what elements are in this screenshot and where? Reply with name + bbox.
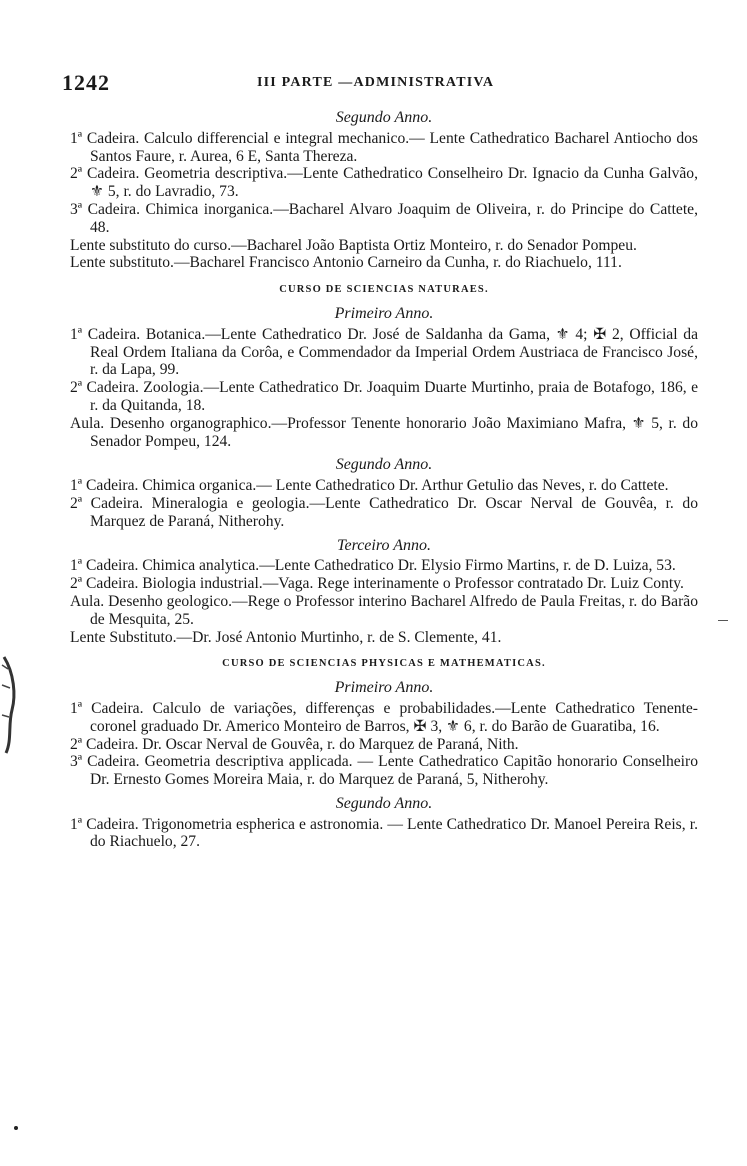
entry-paragraph: 1ª Cadeira. Calculo de variações, differenças e probabilidades.—Lente Cathedratico Tenente-coronel graduado Dr. Americo Monteiro de Barros, ✠ 3, ⚜ 6, r. do Barão de Guaratiba, 16. [70, 699, 698, 735]
running-title: III PARTE —ADMINISTRATIVA [257, 75, 495, 90]
entry-paragraph: 1ª Cadeira. Chimica analytica.—Lente Cathedratico Dr. Elysio Firmo Martins, r. de D. Luiza, 53. [70, 557, 676, 575]
year-heading: Segundo Anno. [335, 794, 433, 812]
entry-paragraph: 2ª Cadeira. Dr. Oscar Nerval de Gouvêa, r. do Marquez de Paraná, Nith. [70, 735, 519, 753]
entry-paragraph: 2ª Cadeira. Biologia industrial.—Vaga. Rege interinamente o Professor contratado Dr. Luiz Conty. [70, 575, 684, 593]
entry-paragraph: Aula. Desenho organographico.—Professor Tenente honorario João Maximiano Mafra, ⚜ 5, r. do Senador Pompeu, 124. [70, 414, 698, 450]
year-heading: Primeiro Anno. [334, 304, 434, 322]
entry-paragraph: 2ª Cadeira. Zoologia.—Lente Cathedratico Dr. Joaquim Duarte Murtinho, praia de Botafogo, 186, e r. da Quitanda, 18. [70, 379, 698, 414]
entry-paragraph: 3ª Cadeira. Chimica inorganica.—Bacharel Alvaro Joaquim de Oliveira, r. do Principe do Cattete, 48. [70, 200, 698, 236]
binding-mark-icon [0, 655, 20, 755]
course-heading: CURSO DE SCIENCIAS PHYSICAS E MATHEMATICAS. [222, 658, 546, 670]
year-heading: Terceiro Anno. [337, 536, 431, 554]
course-heading: CURSO DE SCIENCIAS NATURAES. [279, 284, 489, 296]
document-body [70, 103, 698, 851]
entry-paragraph: Lente substituto do curso.—Bacharel João Baptista Ortiz Monteiro, r. do Senador Pompeu. [70, 236, 637, 254]
entry-paragraph: Lente substituto.—Bacharel Francisco Antonio Carneiro da Cunha, r. do Riachuelo, 111. [70, 254, 622, 272]
entry-paragraph: 2ª Cadeira. Mineralogia e geologia.—Lente Cathedratico Dr. Oscar Nerval de Gouvêa, r. do Marquez de Paraná, Nitherohy. [70, 494, 698, 530]
margin-mark [718, 620, 728, 621]
year-heading: Segundo Anno. [335, 109, 433, 126]
entry-paragraph: 1ª Cadeira. Calculo differencial e integral mechanico.— Lente Cathedratico Bacharel Antiocho dos Santos Faure, r. Aurea, 6 E, Santa Thereza. [70, 129, 698, 165]
entry-paragraph: Aula. Desenho geologico.—Rege o Professor interino Bacharel Alfredo de Paula Freitas, r. do Barão de Mesquita, 25. [70, 592, 698, 628]
margin-dot [14, 1126, 18, 1130]
page-number: 1242 [62, 70, 110, 95]
entry-paragraph: 1ª Cadeira. Botanica.—Lente Cathedratico Dr. José de Saldanha da Gama, ⚜ 4; ✠ 2, Official da Real Ordem Italiana da Corôa, e Commendador da Imperial Ordem Austriaca de Francisco José, r. da Lapa, 99. [70, 325, 698, 379]
entry-paragraph: 2ª Cadeira. Geometria descriptiva.—Lente Cathedratico Conselheiro Dr. Ignacio da Cunha Galvão, ⚜ 5, r. do Lavradio, 73. [70, 165, 698, 201]
entry-paragraph: 1ª Cadeira. Trigonometria espherica e astronomia. — Lente Cathedratico Dr. Manoel Pereira Reis, r. do Riachuelo, 27. [70, 815, 698, 851]
entry-paragraph: 3ª Cadeira. Geometria descriptiva applicada. — Lente Cathedratico Capitão honorario Conselheiro Dr. Ernesto Gomes Moreira Maia, r. do Marquez de Paraná, 5, Nitherohy. [70, 753, 698, 789]
year-heading: Segundo Anno. [335, 456, 433, 474]
year-heading: Primeiro Anno. [334, 679, 434, 697]
page-header [62, 70, 699, 94]
entry-paragraph: 1ª Cadeira. Chimica organica.— Lente Cathedratico Dr. Arthur Getulio das Neves, r. do Cattete. [70, 477, 669, 495]
entry-paragraph: Lente Substituto.—Dr. José Antonio Murtinho, r. de S. Clemente, 41. [70, 628, 502, 646]
